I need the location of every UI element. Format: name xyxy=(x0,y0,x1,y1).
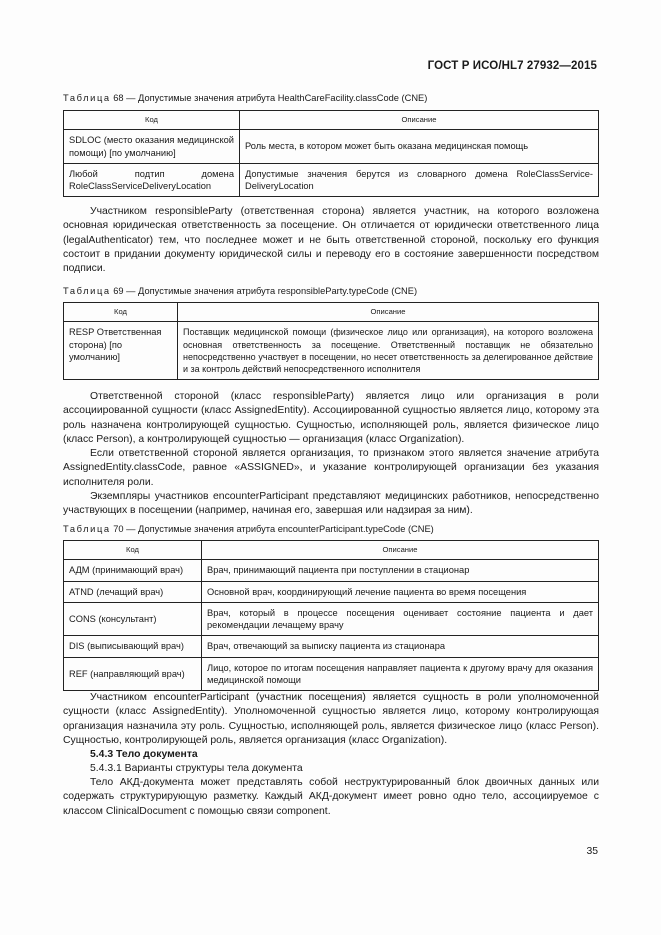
column-header-code: Код xyxy=(64,111,240,130)
code-cell: CONS (консультант) xyxy=(64,602,202,636)
table-68-caption-text: 68 — Допустимые значения атрибута HealthCareFacility.classCode (CNE) xyxy=(110,93,428,103)
table-row xyxy=(64,322,599,380)
table-69-caption xyxy=(63,285,417,297)
column-header-description: Описание xyxy=(240,111,599,130)
table-row xyxy=(64,581,599,602)
column-header-description: Описание xyxy=(178,303,599,322)
paragraph-text: Тело АКД-документа может представлять собой неструктурированный блок двоичных данных или содержать структурирующую разметку. Каждый АКД-документ имеет ровно одно тело, ассоциируемое с классом ClinicalDocument с помощью связи component. xyxy=(63,777,599,817)
table-row xyxy=(64,657,599,691)
table-69 xyxy=(63,302,599,380)
description-cell: Роль места, в котором может быть оказана медицинская помощь xyxy=(240,130,599,164)
paragraphs-responsible-party-class xyxy=(63,390,599,519)
code-cell: REF (направляющий врач) xyxy=(64,657,202,691)
description-cell: Основной врач, координирующий лечение пациента во время посещения xyxy=(202,581,599,602)
code-cell: RESP Ответственная сторона) [по умолчанию] xyxy=(64,322,178,380)
description-cell: Допустимые значения берутся из словарного домена RoleClassService-DeliveryLocation xyxy=(240,163,599,197)
paragraph-text: Если ответственной стороной является организация, то признаком этого является значение атрибута AssignedEntity.classCode, равное «ASSIGNED», и указание контролирующей организации без указания исполнителя роли. xyxy=(63,448,599,488)
table-header-row xyxy=(64,111,599,130)
standard-header: ГОСТ Р ИСО/HL7 27932—2015 xyxy=(427,60,597,72)
table-row xyxy=(64,636,599,657)
table-row xyxy=(64,560,599,581)
paragraph-text: Участником responsibleParty (ответственная сторона) является участник, на которого возложена основная юридическая ответственность за посещение. Он отличается от юридически ответственного лица (legalAuthenticator) тем, что последнее может и не быть ответственной стороной, поскольку его функция состоит в придании документу юридической силы и переводу его в состояние завершенности посредством подписи. xyxy=(63,206,599,275)
table-70-caption-prefix: Таблица xyxy=(63,524,111,534)
table-row xyxy=(64,602,599,636)
description-cell: Поставщик медицинской помощи (физическое лицо или организация), на которого возложена основная ответственность за посещение. Ответственный поставщик не обязательно непосредственно участвует в посещении, но несет ответственность за делегированное действие и за контроль действий непосредственного исполнителя xyxy=(178,322,599,380)
code-cell: ATND (лечащий врач) xyxy=(64,581,202,602)
subsection-heading: 5.4.3.1 Варианты структуры тела документа xyxy=(90,763,303,774)
paragraph-text: Участником encounterParticipant (участник посещения) является сущность в роли уполномоченной сущности (класс AssignedEntity). Уполномоченной сущностью является лицо, которому контролирующая организация назначила эту роль. Сущностью, исполняющей роль, является физическое лицо (класс Person). Сущностью, контролирующей роль, является организация (класс Organization). xyxy=(63,692,599,746)
column-header-code: Код xyxy=(64,303,178,322)
code-cell: Любой подтип домена RoleClassServiceDeliveryLocation xyxy=(64,163,240,197)
paragraph-responsible-party xyxy=(63,205,599,276)
description-cell: Врач, отвечающий за выписку пациента из стационара xyxy=(202,636,599,657)
page-number: 35 xyxy=(586,846,598,857)
section-heading: 5.4.3 Тело документа xyxy=(90,749,198,760)
column-header-description: Описание xyxy=(202,541,599,560)
paragraph-text: Ответственной стороной (класс responsibleParty) является лицо или организация в роли ассоциированной сущности (класс AssignedEntity). Ассоциированной сущностью является лицо, которому эта роль назначена контролирующей сущностью. Сущностью, исполняющей роль, является физическое лицо (класс Person), а контролирующей сущностью — организация (класс Organization). xyxy=(63,391,599,445)
table-69-caption-prefix: Таблица xyxy=(63,286,111,296)
paragraph-encounter-participant xyxy=(63,691,599,748)
table-row xyxy=(64,163,599,197)
table-header-row xyxy=(64,541,599,560)
description-cell: Врач, который в процессе посещения оценивает состояние пациента и дает рекомендации лечащему врачу xyxy=(202,602,599,636)
table-70-caption-text: 70 — Допустимые значения атрибута encounterParticipant.typeCode (CNE) xyxy=(110,524,434,534)
table-70 xyxy=(63,540,599,691)
paragraph-text: Экземпляры участников encounterParticipant представляют медицинских работников, непосредственно участвующих в посещении (например, начиная его, завершая или надзирая за ним). xyxy=(63,491,599,517)
table-68 xyxy=(63,110,599,197)
table-69-caption-text: 69 — Допустимые значения атрибута responsibleParty.typeCode (CNE) xyxy=(110,286,418,296)
code-cell: DIS (выписывающий врач) xyxy=(64,636,202,657)
column-header-code: Код xyxy=(64,541,202,560)
table-70-caption xyxy=(63,523,434,535)
code-cell: SDLOC (место оказания медицинской помощи) [по умолчанию] xyxy=(64,130,240,164)
paragraph-document-body xyxy=(63,776,599,819)
table-68-caption-prefix: Таблица xyxy=(63,93,111,103)
table-header-row xyxy=(64,303,599,322)
table-68-caption xyxy=(63,92,427,104)
description-cell: Лицо, которое по итогам посещения направляет пациента к другому врачу для оказания медицинской помощи xyxy=(202,657,599,691)
description-cell: Врач, принимающий пациента при поступлении в стационар xyxy=(202,560,599,581)
table-row xyxy=(64,130,599,164)
code-cell: АДМ (принимающий врач) xyxy=(64,560,202,581)
